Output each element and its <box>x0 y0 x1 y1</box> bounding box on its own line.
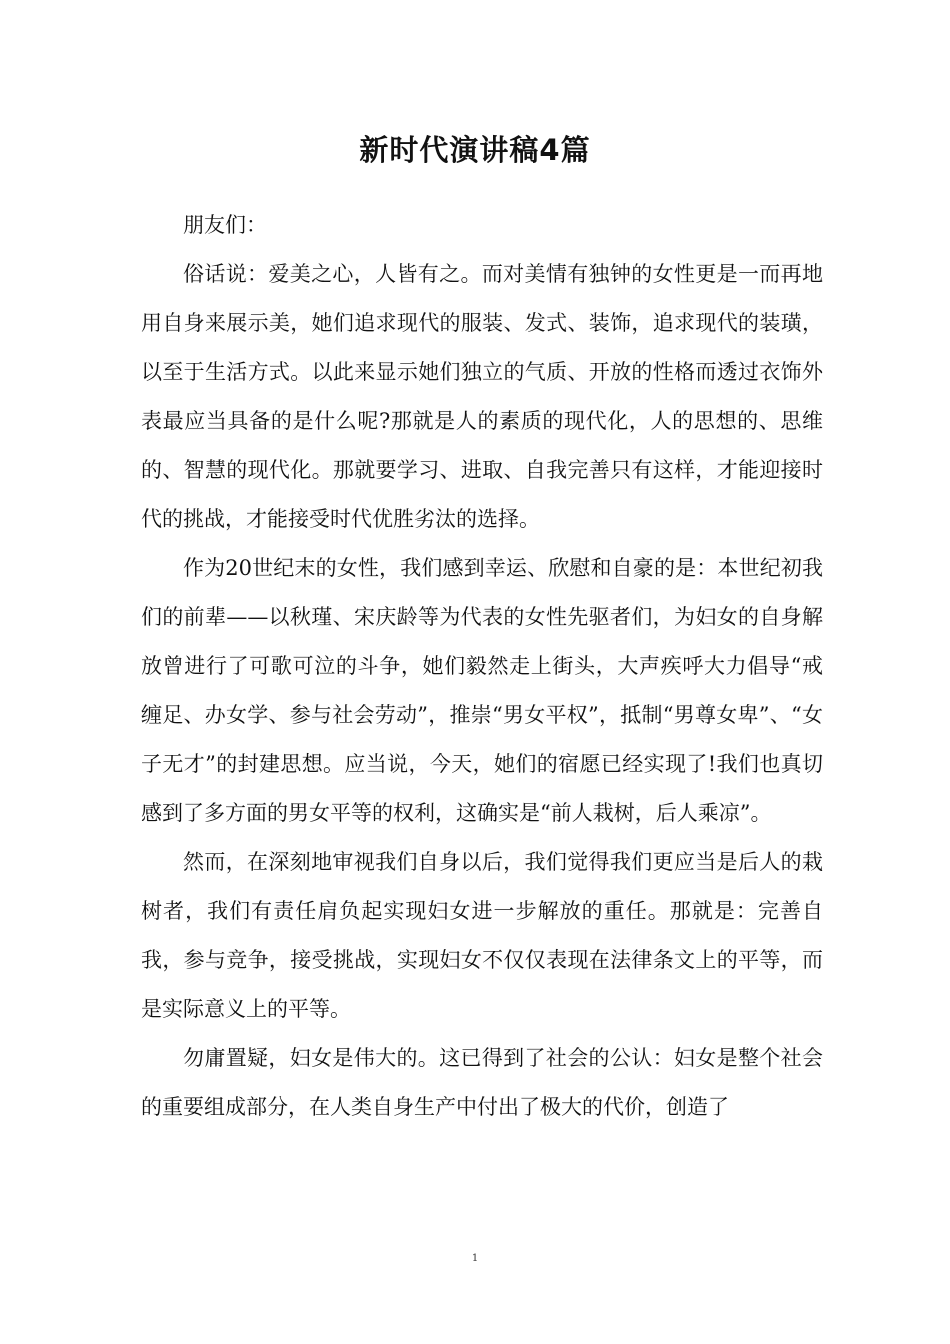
paragraph-2: 作为20世纪末的女性，我们感到幸运、欣慰和自豪的是：本世纪初我们的前辈——以秋瑾、宋庆龄等为代表的女性先驱者们，为妇女的自身解放曾进行了可歌可泣的斗争，她们毅然走上街头，大声疾呼大力倡导“戒缠足、办女学、参与社会劳动”，推崇“男女平权”，抵制“男尊女卑”、“女子无才”的封建思想。应当说，今天，她们的宿愿已经实现了!我们也真切感到了多方面的男女平等的权利，这确实是“前人栽树，后人乘凉”。 <box>141 556 823 825</box>
document-body <box>141 201 823 1132</box>
paragraph-salutation: 朋友们： <box>183 213 267 237</box>
document-title: 新时代演讲稿4篇 <box>359 133 591 167</box>
paragraph-1: 俗话说：爱美之心，人皆有之。而对美情有独钟的女性更是一而再地用自身来展示美，她们追求现代的服装、发式、装饰，追求现代的装璜，以至于生活方式。以此来显示她们独立的气质、开放的性格而透过衣饰外表最应当具备的是什么呢?那就是人的素质的现代化，人的思想的、思维的、智慧的现代化。那就要学习、进取、自我完善只有这样，才能迎接时代的挑战，才能接受时代优胜劣汰的选择。 <box>141 262 823 531</box>
page-number: 1 <box>471 1253 479 1264</box>
paragraph-4: 勿庸置疑，妇女是伟大的。这已得到了社会的公认：妇女是整个社会的重要组成部分，在人类自身生产中付出了极大的代价，创造了 <box>141 1046 823 1119</box>
paragraph-3: 然而，在深刻地审视我们自身以后，我们觉得我们更应当是后人的栽树者，我们有责任肩负起实现妇女进一步解放的重任。那就是：完善自我，参与竞争，接受挑战，实现妇女不仅仅表现在法律条文上的平等，而是实际意义上的平等。 <box>141 850 823 1021</box>
